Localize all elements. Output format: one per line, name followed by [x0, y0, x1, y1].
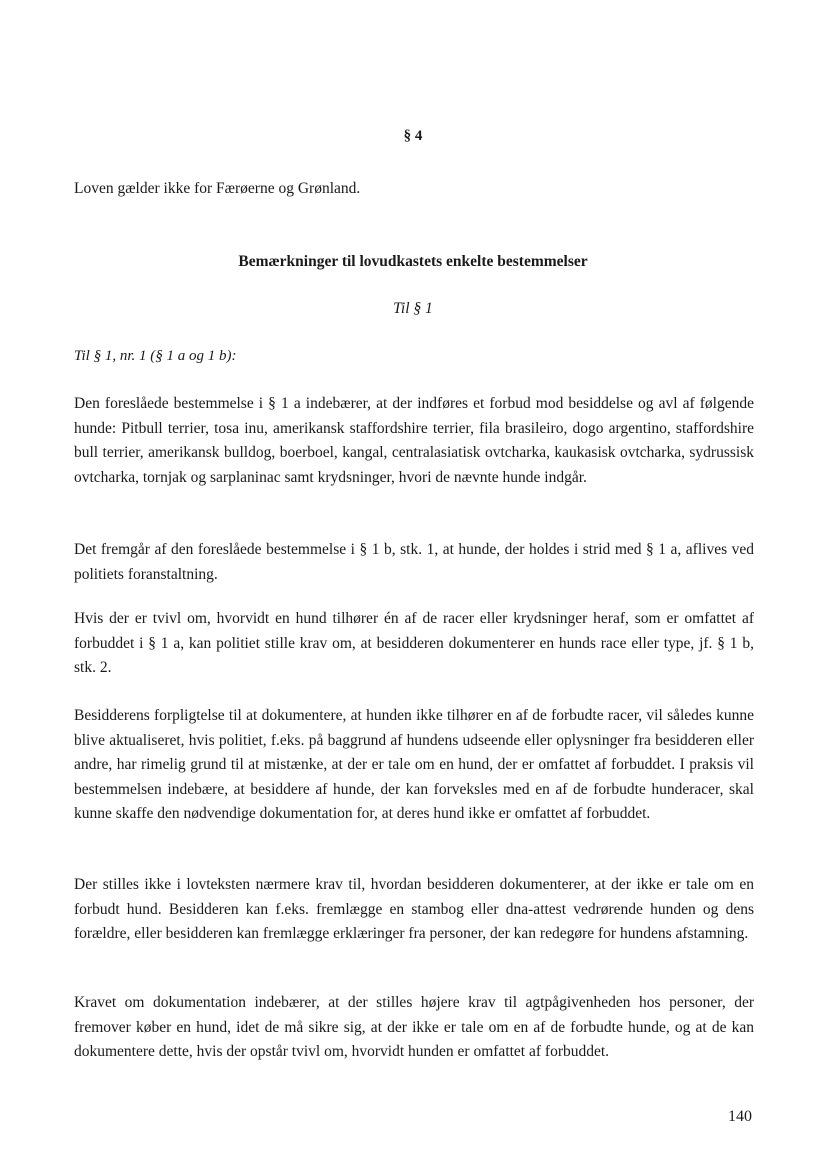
page-number: 140: [728, 1108, 752, 1125]
subheading: Til § 1: [393, 300, 433, 317]
commentary-heading: Bemærkninger til lovudkastets enkelte bestemmelser: [238, 253, 588, 270]
paragraph-6: Kravet om dokumentation indebærer, at der stilles højere krav til agtpågivenheden hos personer, der fremover køber en hund, idet de må sikre sig, at der ikke er tale om en af de forbudte hunde, og at de kan dokumentere dette, hvis der opstår tvivl om, hvorvidt hunden er omfattet af forbuddet.: [74, 994, 754, 1060]
paragraph-2: Det fremgår af den foreslåede bestemmelse i § 1 b, stk. 1, at hunde, der holdes i strid med § 1 a, aflives ved politiets foranstaltning.: [74, 541, 754, 583]
paragraph-4: Besidderens forpligtelse til at dokumentere, at hunden ikke tilhører en af de forbudte racer, vil således kunne blive aktualiseret, hvis politiet, f.eks. på baggrund af hundens udseende eller oplysninger fra besidderen eller andre, har rimelig grund til at mistænke, at der er tale om en hund, der er omfattet af forbuddet. I praksis vil bestemmelsen indebære, at besiddere af hunde, der kan forveksles med en af de forbudte hunderacer, skal kunne skaffe den nødvendige dokumentation for, at deres hund ikke er omfattet af forbuddet.: [74, 707, 754, 822]
subsubheading: Til § 1, nr. 1 (§ 1 a og 1 b):: [74, 348, 237, 364]
paragraph-3: Hvis der er tvivl om, hvorvidt en hund tilhører én af de racer eller krydsninger heraf, som er omfattet af forbuddet i § 1 a, kan politiet stille krav om, at besidderen dokumenterer en hunds race eller type, jf. § 1 b, stk. 2.: [74, 610, 754, 676]
section-text: Loven gælder ikke for Færøerne og Grønland.: [74, 180, 361, 197]
paragraph-1: Den foreslåede bestemmelse i § 1 a indebærer, at der indføres et forbud mod besiddelse og avl af følgende hunde: Pitbull terrier, tosa inu, amerikansk staffordshire terrier, fila brasileiro, dogo argentino, staffordshire bull terrier, amerikansk bulldog, boerboel, kangal, centralasiatisk ovtcharka, kaukasisk ovtcharka, sydrussisk ovtcharka, tornjak og sarplaninac samt krydsninger, hvori de nævnte hunde indgår.: [74, 395, 754, 486]
section-number: § 4: [403, 128, 423, 144]
paragraph-5: Der stilles ikke i lovteksten nærmere krav til, hvordan besidderen dokumenterer, at der ikke er tale om en forbudt hund. Besidderen kan f.eks. fremlægge en stambog eller dna-attest vedrørende hunden og dens forældre, eller besidderen kan fremlægge erklæringer fra personer, der kan redegøre for hundens afstamning.: [74, 876, 754, 942]
